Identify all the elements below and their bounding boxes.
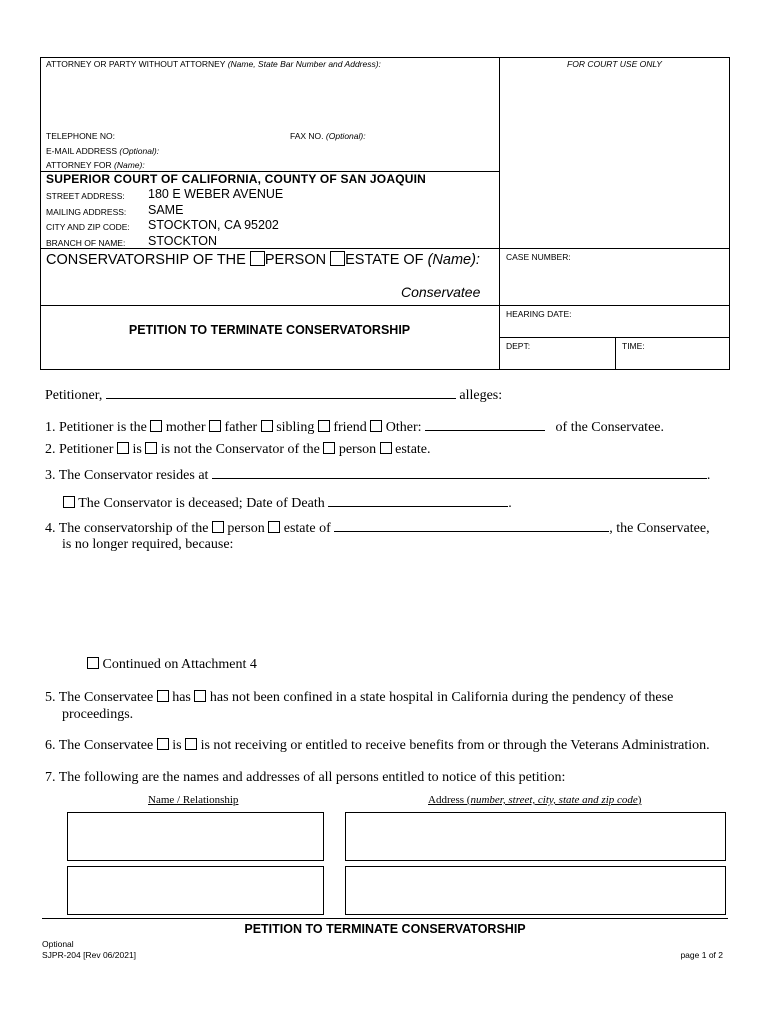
notice-address-field-2[interactable] xyxy=(345,866,726,915)
item-7: 7. The following are the names and addresses of all persons entitled to notice of this petition: xyxy=(45,770,566,785)
caption-divider xyxy=(499,57,500,370)
footer-rule xyxy=(42,918,728,919)
dept-label: DEPT: xyxy=(506,341,531,351)
conservatee-name-field[interactable] xyxy=(334,519,609,532)
item-5-continued: proceedings. xyxy=(62,707,134,722)
has-confined-checkbox[interactable] xyxy=(157,690,169,702)
father-checkbox[interactable] xyxy=(209,420,221,432)
is-conservator-checkbox[interactable] xyxy=(117,442,129,454)
attorney-for-label: ATTORNEY FOR (Name): xyxy=(46,160,145,170)
petitioner-name-field[interactable] xyxy=(106,386,456,399)
other-checkbox[interactable] xyxy=(370,420,382,432)
conservatee-label: Conservatee xyxy=(401,284,481,300)
mailing-value: SAME xyxy=(148,203,184,217)
street-label: STREET ADDRESS: xyxy=(46,191,125,201)
email-label: E-MAIL ADDRESS (Optional): xyxy=(46,146,160,156)
dept-time-divider xyxy=(615,337,616,370)
estate-checkbox[interactable] xyxy=(330,251,345,266)
item2-estate-checkbox[interactable] xyxy=(380,442,392,454)
notice-name-field-1[interactable] xyxy=(67,812,324,861)
address-header: Address (number, street, city, state and zip code) xyxy=(428,794,642,806)
street-value: 180 E WEBER AVENUE xyxy=(148,187,284,201)
item-5: 5. The Conservatee has has not been confined in a state hospital in California during the pendency of these xyxy=(45,690,674,705)
city-value: STOCKTON, CA 95202 xyxy=(148,218,279,232)
is-not-receiving-checkbox[interactable] xyxy=(185,738,197,750)
attorney-label: ATTORNEY OR PARTY WITHOUT ATTORNEY (Name, State Bar Number and Address): xyxy=(46,59,381,69)
document-title: PETITION TO TERMINATE CONSERVATORSHIP xyxy=(128,323,411,337)
reason-input[interactable] xyxy=(62,556,722,652)
continued-attachment-checkbox[interactable] xyxy=(87,657,99,669)
telephone-label: TELEPHONE NO: xyxy=(46,131,115,141)
notice-name-field-2[interactable] xyxy=(67,866,324,915)
name-relationship-header: Name / Relationship xyxy=(148,794,239,806)
court-name: SUPERIOR COURT OF CALIFORNIA, COUNTY OF SAN JOAQUIN xyxy=(46,172,426,186)
item2-person-checkbox[interactable] xyxy=(323,442,335,454)
item-1: 1. Petitioner is the mother father sibling friend Other: of the Conservatee. xyxy=(45,420,664,435)
footer-title: PETITION TO TERMINATE CONSERVATORSHIP xyxy=(244,922,526,936)
footer-optional: Optional xyxy=(42,939,74,949)
item-3: 3. The Conservator resides at . xyxy=(45,468,711,483)
item-4-continued: is no longer required, because: xyxy=(62,537,234,552)
attorney-input[interactable] xyxy=(42,72,497,128)
footer-form-id: SJPR-204 [Rev 06/2021] xyxy=(42,950,137,960)
petitioner-line: Petitioner, alleges: xyxy=(45,388,503,403)
is-not-conservator-checkbox[interactable] xyxy=(145,442,157,454)
deceased-checkbox[interactable] xyxy=(63,496,75,508)
mailing-label: MAILING ADDRESS: xyxy=(46,207,127,217)
notice-address-field-1[interactable] xyxy=(345,812,726,861)
sibling-checkbox[interactable] xyxy=(261,420,273,432)
item-4: 4. The conservatorship of the person estate of , the Conservatee, xyxy=(45,521,710,536)
item4-estate-checkbox[interactable] xyxy=(268,521,280,533)
is-receiving-checkbox[interactable] xyxy=(157,738,169,750)
footer-page-number: page 1 of 2 xyxy=(680,950,723,960)
person-checkbox[interactable] xyxy=(250,251,265,266)
friend-checkbox[interactable] xyxy=(318,420,330,432)
item-6: 6. The Conservatee is is not receiving or entitled to receive benefits from or through the Veterans Administration. xyxy=(45,738,710,753)
item4-person-checkbox[interactable] xyxy=(212,521,224,533)
time-label: TIME: xyxy=(622,341,645,351)
has-not-confined-checkbox[interactable] xyxy=(194,690,206,702)
city-label: CITY AND ZIP CODE: xyxy=(46,222,130,232)
other-relation-field[interactable] xyxy=(425,418,545,431)
deceased-line: The Conservator is deceased; Date of Death . xyxy=(63,494,512,512)
conservatorship-caption: CONSERVATORSHIP OF THE PERSON ESTATE OF (Name): xyxy=(46,252,480,268)
continued-attachment: Continued on Attachment 4 xyxy=(87,657,257,673)
hearing-date-label: HEARING DATE: xyxy=(506,309,572,319)
conservator-residence-field[interactable] xyxy=(212,466,707,479)
caption-divider-h1 xyxy=(40,248,730,249)
court-use-label: FOR COURT USE ONLY xyxy=(567,59,662,69)
case-number-label: CASE NUMBER: xyxy=(506,252,571,262)
branch-label: BRANCH OF NAME: xyxy=(46,238,126,248)
date-of-death-field[interactable] xyxy=(328,494,508,507)
fax-label: FAX NO. (Optional): xyxy=(290,131,366,141)
branch-value: STOCKTON xyxy=(148,234,217,248)
caption-divider-h2 xyxy=(40,305,730,306)
mother-checkbox[interactable] xyxy=(150,420,162,432)
item-2: 2. Petitioner is is not the Conservator of the person estate. xyxy=(45,442,431,457)
